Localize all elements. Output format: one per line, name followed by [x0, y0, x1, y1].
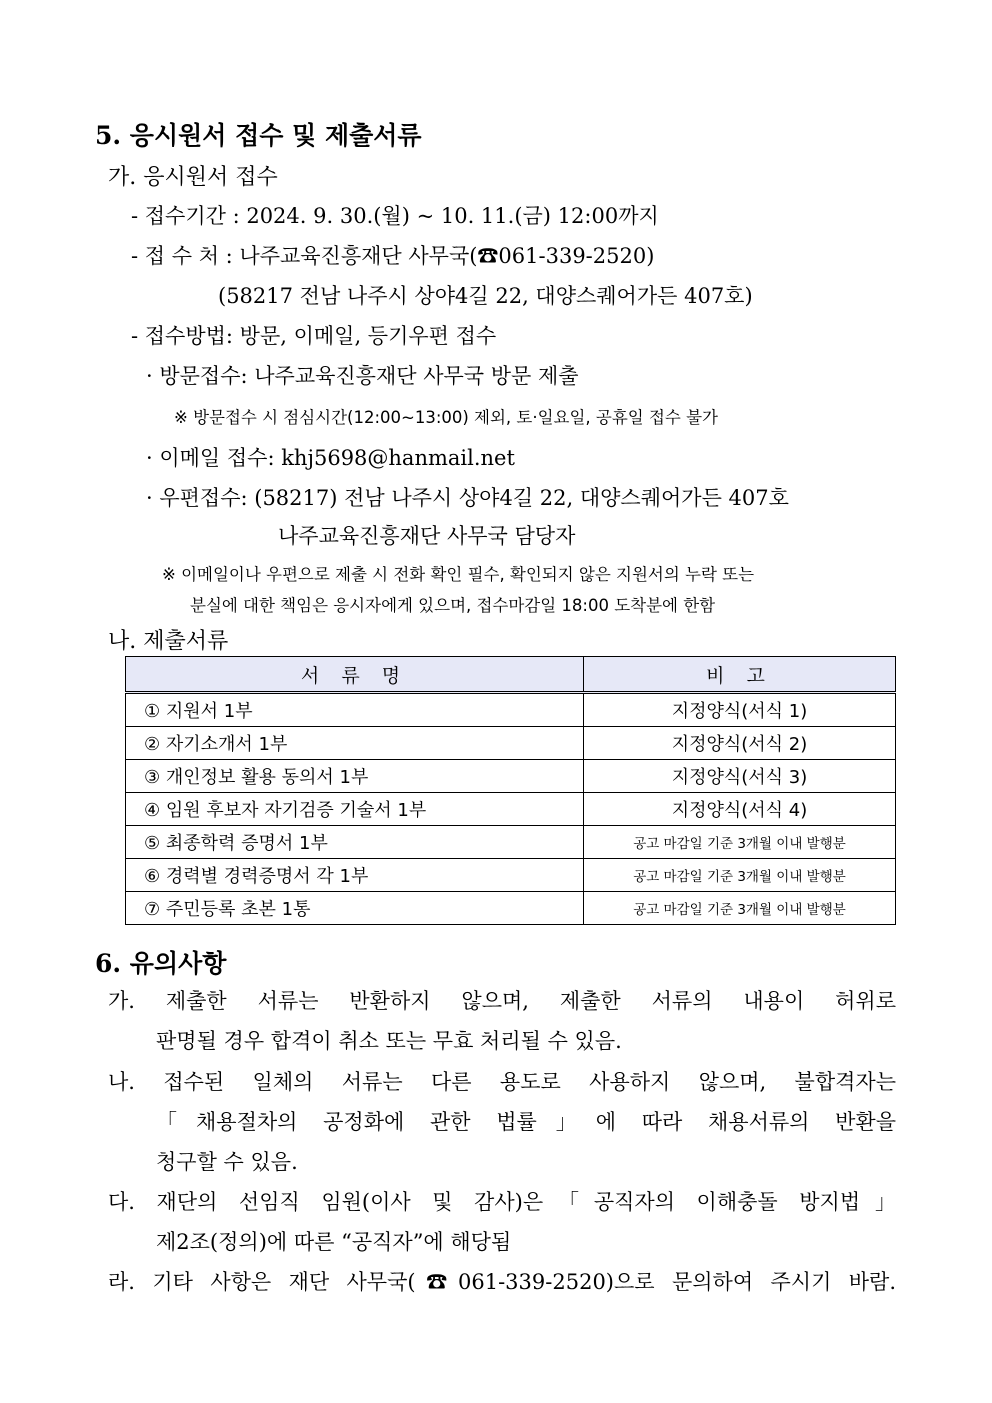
document-remark: 공고 마감일 기준 3개월 이내 발행분: [584, 892, 896, 925]
document-remark: 지정양식(서식 3): [584, 760, 896, 793]
table-row: [126, 892, 896, 925]
document-name: ③ 개인정보 활용 동의서 1부: [126, 760, 584, 793]
visit-note: ※ 방문접수 시 점심시간(12:00~13:00) 제외, 토·일요일, 공휴일 접수 불가: [174, 408, 718, 427]
notice-na-line1: 나. 접수된 일체의 서류는 다른 용도로 사용하지 않으며, 불합격자는: [108, 1070, 896, 1094]
table-row: [126, 760, 896, 793]
documents-table: [125, 656, 896, 925]
document-remark: 지정양식(서식 2): [584, 727, 896, 760]
document-name: ⑤ 최종학력 증명서 1부: [126, 826, 584, 859]
section5-title: 5. 응시원서 접수 및 제출서류: [95, 121, 422, 150]
header-document-name: 서 류 명: [126, 657, 584, 693]
notice-ga-line2: 판명될 경우 합격이 취소 또는 무효 처리될 수 있음.: [156, 1029, 622, 1053]
notice-ra-line1: 라. 기타 사항은 재단 사무국(☎061-339-2520)으로 문의하여 주시기 바람.: [108, 1270, 896, 1294]
table-row: [126, 859, 896, 892]
document-remark: 공고 마감일 기준 3개월 이내 발행분: [584, 826, 896, 859]
visit-submission: · 방문접수: 나주교육진흥재단 사무국 방문 제출: [146, 364, 579, 388]
section5-sub-ga: 가. 응시원서 접수: [108, 165, 278, 190]
document-name: ⑥ 경력별 경력증명서 각 1부: [126, 859, 584, 892]
section5-sub-na: 나. 제출서류: [108, 629, 229, 654]
document-name: ① 지원서 1부: [126, 693, 584, 727]
notice-da-line2: 제2조(정의)에 따른 “공직자”에 해당됨: [156, 1230, 512, 1254]
notice-ga-line1: 가. 제출한 서류는 반환하지 않으며, 제출한 서류의 내용이 허위로: [108, 989, 896, 1013]
notice-da-line1: 다. 재단의 선임직 임원(이사 및 감사)은「공직자의 이해충돌 방지법」: [108, 1190, 896, 1214]
table-row: [126, 793, 896, 826]
application-period: - 접수기간 : 2024. 9. 30.(월) ~ 10. 11.(금) 12:00까지: [131, 204, 659, 228]
document-remark: 지정양식(서식 1): [584, 693, 896, 727]
table-row: [126, 693, 896, 727]
document-remark: 공고 마감일 기준 3개월 이내 발행분: [584, 859, 896, 892]
post-recipient: 나주교육진흥재단 사무국 담당자: [278, 524, 576, 548]
document-name: ② 자기소개서 1부: [126, 727, 584, 760]
document-name: ⑦ 주민등록 초본 1통: [126, 892, 584, 925]
table-row: [126, 826, 896, 859]
notice-na-line3: 청구할 수 있음.: [156, 1150, 298, 1174]
email-submission: · 이메일 접수: khj5698@hanmail.net: [146, 446, 515, 470]
document-name: ④ 임원 후보자 자기검증 기술서 1부: [126, 793, 584, 826]
office-address: (58217 전남 나주시 상야4길 22, 대양스퀘어가든 407호): [218, 284, 753, 308]
table-header-row: [126, 657, 896, 693]
application-method: - 접수방법: 방문, 이메일, 등기우편 접수: [131, 324, 497, 348]
post-submission: · 우편접수: (58217) 전남 나주시 상야4길 22, 대양스퀘어가든 407호: [146, 486, 789, 510]
document-remark: 지정양식(서식 4): [584, 793, 896, 826]
header-remark: 비 고: [584, 657, 896, 693]
table-row: [126, 727, 896, 760]
application-place: - 접 수 처 : 나주교육진흥재단 사무국(☎061-339-2520): [131, 244, 655, 268]
post-note-line2: 분실에 대한 책임은 응시자에게 있으며, 접수마감일 18:00 도착분에 한함: [190, 596, 716, 615]
section6-title: 6. 유의사항: [95, 949, 227, 978]
post-note-line1: ※ 이메일이나 우편으로 제출 시 전화 확인 필수, 확인되지 않은 지원서의 누락 또는: [162, 565, 755, 584]
notice-na-line2: 「채용절차의 공정화에 관한 법률」에 따라 채용서류의 반환을: [156, 1110, 896, 1134]
